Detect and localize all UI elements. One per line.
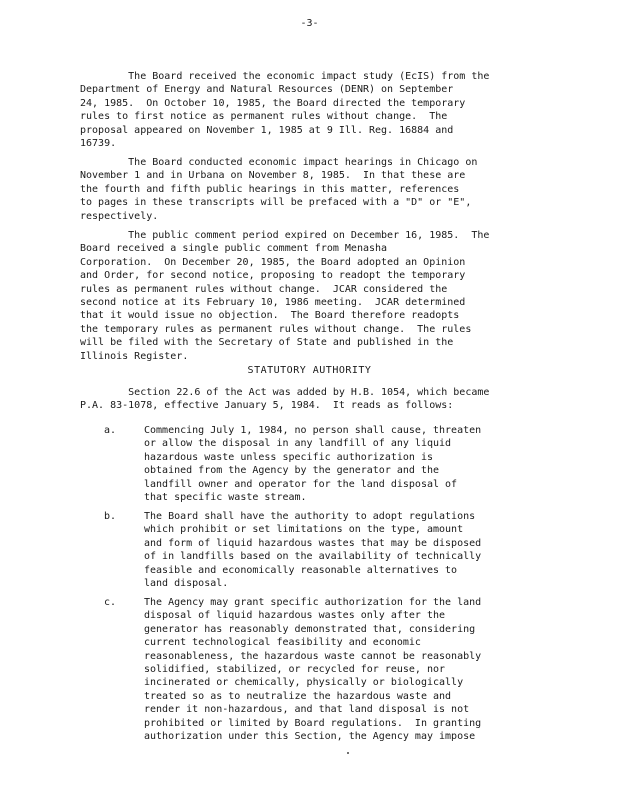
section-heading: STATUTORY AUTHORITY xyxy=(247,365,372,376)
page-number: -3- xyxy=(300,18,319,29)
item-text: Commencing July 1, 1984, no person shall cause, threaten or allow the disposal in any landfill of any liquid hazardous waste unless specific authorization is obtained from the Agency by the generator and the landfill owner and operator for the land disposal of that specific waste stream. xyxy=(144,425,482,504)
item-label: c. xyxy=(104,597,117,608)
item-label: b. xyxy=(104,511,117,522)
item-label: a. xyxy=(104,425,117,436)
paragraph-statutory-intro: Section 22.6 of the Act was added by H.B. 1054, which became P.A. 83-1078, effective January 5, 1984. It reads as follows: xyxy=(80,387,490,412)
paragraph-ecis-received: The Board received the economic impact study (EcIS) from the Department of Energy and Natural Resources (DENR) on September 24, 1985. On October 10, 1985, the Board directed the temporary rules to first notice as permanent rules without change. The proposal appeared on November 1, 1985 at 9 Ill. Reg. 16884 and 16739. xyxy=(80,71,490,150)
scan-speck xyxy=(347,752,349,754)
paragraph-economic-hearings: The Board conducted economic impact hearings in Chicago on November 1 and in Urbana on November 8, 1985. In that these are the fourth and fifth public hearings in this matter, references to pages in these transcripts will be prefaced with a "D" or "E", respectively. xyxy=(80,157,478,222)
item-text: The Board shall have the authority to adopt regulations which prohibit or set limitations on the type, amount and form of liquid hazardous wastes that may be disposed of in landfills based on the availability of technically feasible and economically reasonable alternatives to land disposal. xyxy=(144,511,482,590)
paragraph-public-comment: The public comment period expired on December 16, 1985. The Board received a single public comment from Menasha Corporation. On December 20, 1985, the Board adopted an Opinion and Order, for second notice, proposing to readopt the temporary rules as permanent rules without change. JCAR considered the second notice at its February 10, 1986 meeting. JCAR determined that it would issue no objection. The Board therefore readopts the temporary rules as permanent rules without change. The rules will be filed with the Secretary of State and published in the Illinois Register. xyxy=(80,230,490,362)
item-text: The Agency may grant specific authorization for the land disposal of liquid hazardous wastes only after the generator has reasonably demonstrated that, considering current technological feasibility and economic reasonableness, the hazardous waste cannot be reasonably solidified, stabilized, or recycled for reuse, nor incinerated or chemically, physically or biologically treated so as to neutralize the hazardous waste and render it non-hazardous, and that land disposal is not prohibited or limited by Board regulations. In granting authorization under this Section, the Agency may impose xyxy=(144,597,482,743)
